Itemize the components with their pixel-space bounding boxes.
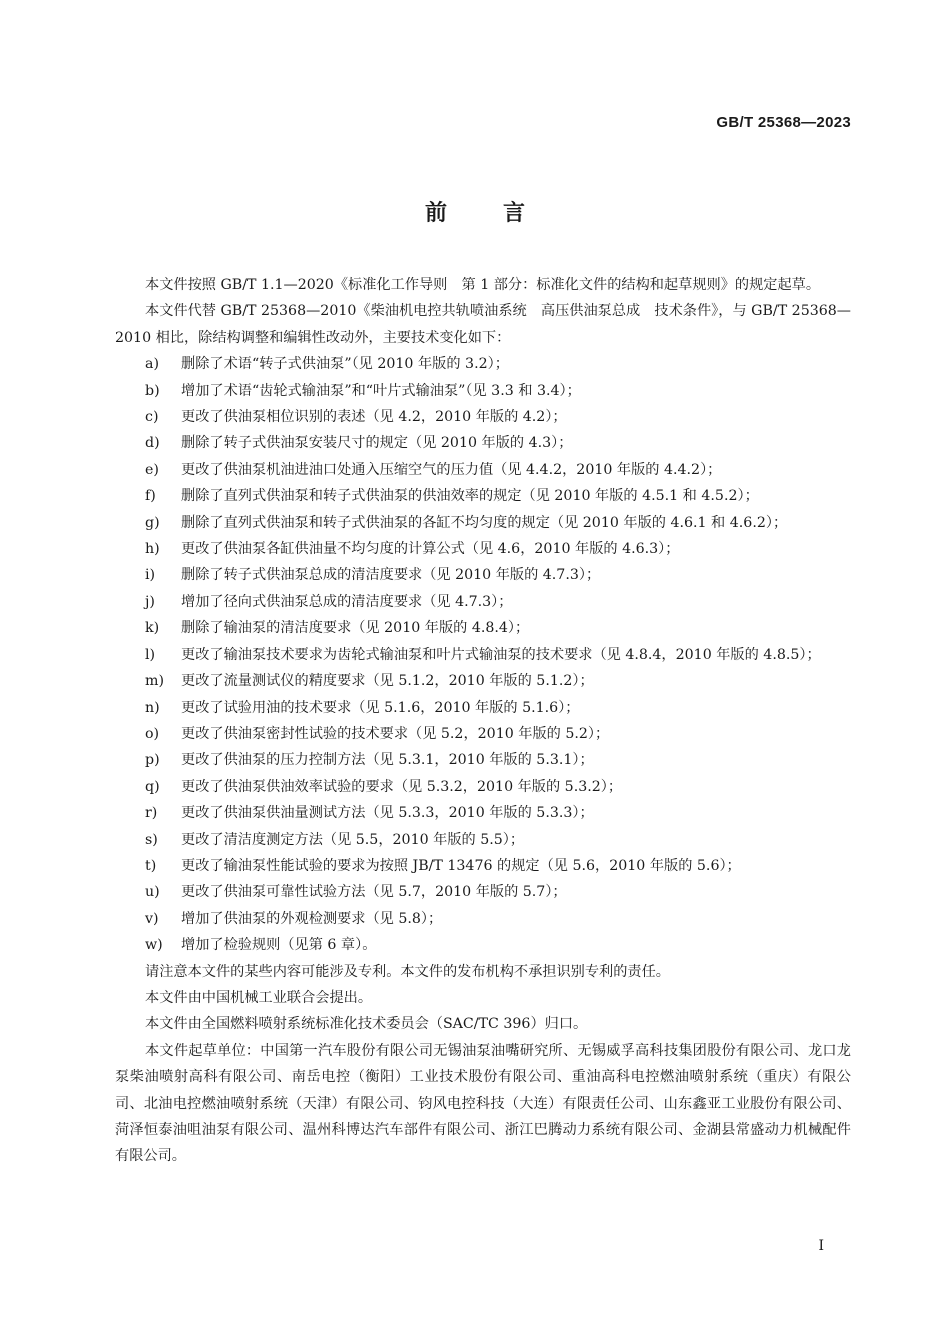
list-item [115, 800, 851, 826]
list-item-text: 更改了供油泵各缸供油量不均匀度的计算公式（见 4.6，2010 年版的 4.6.3）； [181, 541, 680, 558]
list-marker: s) [145, 831, 158, 848]
list-item [115, 404, 851, 430]
list-item [115, 695, 851, 721]
list-marker: r) [145, 805, 158, 822]
list-item [115, 457, 851, 483]
list-item-text: 更改了供油泵的压力控制方法（见 5.3.1，2010 年版的 5.3.1）； [181, 752, 594, 769]
list-item-text: 删除了直列式供油泵和转子式供油泵的各缸不均匀度的规定（见 2010 年版的 4.6.1 和 4.6.2）； [181, 514, 788, 531]
list-marker: w) [145, 937, 163, 954]
list-item-text: 更改了流量测试仪的精度要求（见 5.1.2，2010 年版的 5.1.2）； [181, 673, 594, 690]
patent-notice: 请注意本文件的某些内容可能涉及专利。本文件的发布机构不承担识别专利的责任。 [145, 963, 670, 980]
list-item-text: 更改了供油泵供油量测试方法（见 5.3.3，2010 年版的 5.3.3）； [181, 805, 594, 822]
list-item [115, 906, 851, 932]
list-item [115, 562, 851, 588]
title-char-2: 言 [503, 201, 526, 226]
page-number: I [818, 1238, 824, 1254]
list-item [115, 827, 851, 853]
list-marker: a) [145, 356, 159, 373]
list-item [115, 642, 851, 668]
list-item-text: 更改了输油泵技术要求为齿轮式输油泵和叶片式输油泵的技术要求（见 4.8.4，2010 年版的 4.8.5）； [181, 646, 821, 663]
list-item [115, 879, 851, 905]
list-marker: j) [145, 593, 155, 610]
list-marker: o) [145, 725, 160, 742]
list-item-text: 更改了清洁度测定方法（见 5.5，2010 年版的 5.5）； [181, 831, 525, 848]
list-item-text: 删除了转子式供油泵总成的清洁度要求（见 2010 年版的 4.7.3）； [181, 567, 601, 584]
list-item [115, 721, 851, 747]
list-marker: t) [145, 857, 157, 874]
list-marker: q) [145, 778, 160, 795]
foreword-body [115, 272, 851, 1170]
list-item-text: 增加了供油泵的外观检测要求（见 5.8）； [181, 910, 443, 927]
standard-code: GB/T 25368—2023 [716, 114, 851, 131]
intro-paragraph-2: 本文件代替 GB/T 25368—2010《柴油机电控共轨喷油系统 高压供油泵总成 技术条件》，与 GB/T 25368—2010 相比，除结构调整和编辑性改动外，主要技术变化如下： [115, 303, 851, 346]
list-marker: p) [145, 752, 160, 769]
list-item-text: 增加了术语“齿轮式输油泵”和“叶片式输油泵”（见 3.3 和 3.4）； [181, 382, 581, 399]
list-item [115, 536, 851, 562]
list-item-text: 更改了供油泵机油进油口处通入压缩空气的压力值（见 4.4.2，2010 年版的 4.4.2）； [181, 461, 722, 478]
list-marker: v) [145, 910, 159, 927]
list-marker: l) [145, 646, 156, 663]
list-item [115, 483, 851, 509]
intro-paragraph-1: 本文件按照 GB/T 1.1—2020《标准化工作导则 第 1 部分：标准化文件的结构和起草规则》的规定起草。 [145, 277, 821, 293]
list-marker: b) [145, 382, 160, 399]
proposer-statement: 本文件由中国机械工业联合会提出。 [145, 989, 373, 1006]
list-item-text: 更改了供油泵供油效率试验的要求（见 5.3.2，2010 年版的 5.3.2）； [181, 778, 623, 795]
list-item [115, 747, 851, 773]
changes-list [115, 351, 851, 958]
drafting-units: 本文件起草单位：中国第一汽车股份有限公司无锡油泵油嘴研究所、无锡威孚高科技集团股份有限公司、龙口龙泵柴油喷射高科有限公司、南岳电控（衡阳）工业技术股份有限公司、重油高科电控燃油喷射系统（重庆）有限公司、北油电控燃油喷射系统（天津）有限公司、钧风电控科技（大连）有限责任公司、山东鑫亚工业股份有限公司、菏泽恒泰油咀油泵有限公司、温州科博达汽车部件有限公司、浙江巴腾动力系统有限公司、金湖县常盛动力机械配件有限公司。 [115, 1042, 851, 1165]
list-item [115, 351, 851, 377]
list-marker: m) [145, 673, 164, 690]
title-char-1: 前 [424, 201, 447, 226]
list-marker: d) [145, 435, 160, 452]
list-item-text: 删除了术语“转子式供油泵”（见 2010 年版的 3.2）； [181, 356, 509, 373]
list-marker: u) [145, 884, 160, 901]
list-item [115, 853, 851, 879]
list-item-text: 更改了供油泵可靠性试验方法（见 5.7，2010 年版的 5.7）； [181, 884, 567, 901]
list-item-text: 更改了供油泵密封性试验的技术要求（见 5.2，2010 年版的 5.2）； [181, 725, 610, 742]
list-item [115, 510, 851, 536]
list-marker: g) [145, 514, 160, 531]
list-item [115, 430, 851, 456]
page-title [0, 196, 950, 227]
list-marker: f) [145, 488, 156, 505]
list-item [115, 668, 851, 694]
list-item [115, 932, 851, 958]
list-marker: h) [145, 541, 160, 558]
list-item [115, 378, 851, 404]
list-marker: e) [145, 461, 159, 478]
list-item-text: 删除了直列式供油泵和转子式供油泵的供油效率的规定（见 2010 年版的 4.5.1 和 4.5.2）； [181, 488, 759, 505]
list-marker: i) [145, 567, 156, 584]
committee-statement: 本文件由全国燃料喷射系统标准化技术委员会（SAC/TC 396）归口。 [145, 1016, 588, 1033]
list-item-text: 更改了供油泵相位识别的表述（见 4.2，2010 年版的 4.2）； [181, 409, 567, 426]
list-item-text: 更改了试验用油的技术要求（见 5.1.6，2010 年版的 5.1.6）； [181, 699, 580, 716]
list-item [115, 615, 851, 641]
list-item-text: 删除了转子式供油泵安装尺寸的规定（见 2010 年版的 4.3）； [181, 435, 573, 452]
list-marker: k) [145, 620, 160, 637]
list-marker: n) [145, 699, 160, 716]
list-item-text: 增加了径向式供油泵总成的清洁度要求（见 4.7.3）； [181, 593, 513, 610]
list-item-text: 增加了检验规则（见第 6 章）。 [181, 937, 377, 954]
list-item [115, 589, 851, 615]
list-item-text: 删除了输油泵的清洁度要求（见 2010 年版的 4.8.4）； [181, 620, 530, 637]
list-marker: c) [145, 409, 159, 426]
list-item-text: 更改了输油泵性能试验的要求为按照 JB/T 13476 的规定（见 5.6，2010 年版的 5.6）； [181, 857, 741, 874]
list-item [115, 774, 851, 800]
